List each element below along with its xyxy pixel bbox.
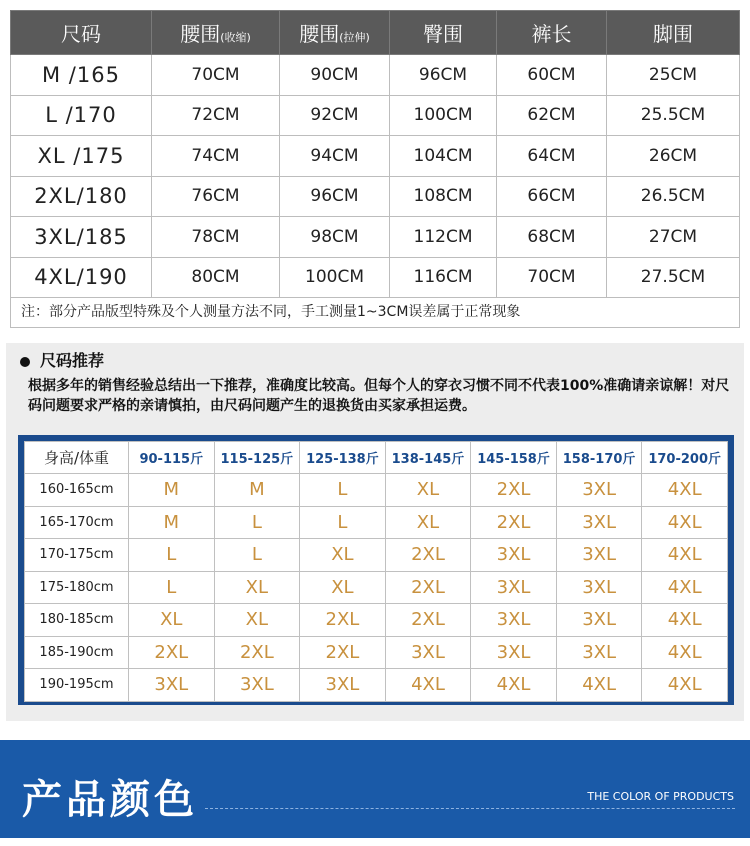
- recommended-size-cell: 4XL: [642, 636, 728, 669]
- recommendation-row: [25, 474, 728, 507]
- recommended-size-cell: 3XL: [556, 539, 642, 572]
- weight-header: 170-200斤: [642, 442, 728, 474]
- recommendation-row: [25, 506, 728, 539]
- recommended-size-cell: XL: [300, 539, 386, 572]
- recommended-size-cell: 3XL: [556, 604, 642, 637]
- measurement-cell: 27CM: [607, 217, 740, 258]
- size-label-cell: 4XL/190: [11, 257, 152, 298]
- measurement-cell: 78CM: [152, 217, 280, 258]
- height-header: 175-180cm: [25, 571, 129, 604]
- product-color-banner: [0, 740, 750, 838]
- size-recommendation-section: [6, 343, 744, 721]
- size-chart-row: [11, 176, 740, 217]
- weight-header: 115-125斤: [214, 442, 300, 474]
- measurement-cell: 26.5CM: [607, 176, 740, 217]
- corner-header: 身高/体重: [25, 442, 129, 474]
- recommended-size-cell: L: [214, 506, 300, 539]
- recommendation-row: [25, 669, 728, 702]
- recommended-size-cell: 3XL: [385, 636, 471, 669]
- weight-header: 90-115斤: [129, 442, 215, 474]
- recommended-size-cell: XL: [214, 571, 300, 604]
- measurement-cell: 96CM: [280, 176, 390, 217]
- measurement-cell: 98CM: [280, 217, 390, 258]
- bullet-dot-icon: [20, 357, 30, 367]
- size-chart-row: [11, 257, 740, 298]
- weight-header: 138-145斤: [385, 442, 471, 474]
- measurement-cell: 94CM: [280, 136, 390, 177]
- recommendation-row: [25, 604, 728, 637]
- recommended-size-cell: L: [129, 571, 215, 604]
- measurement-cell: 25.5CM: [607, 95, 740, 136]
- recommended-size-cell: 4XL: [642, 604, 728, 637]
- measurement-cell: 100CM: [390, 95, 497, 136]
- measurement-cell: 70CM: [152, 55, 280, 96]
- weight-header: 145-158斤: [471, 442, 557, 474]
- recommended-size-cell: 2XL: [385, 604, 471, 637]
- recommended-size-cell: 3XL: [556, 636, 642, 669]
- recommended-size-cell: 2XL: [471, 474, 557, 507]
- measurement-cell: 66CM: [497, 176, 607, 217]
- recommended-size-cell: M: [129, 474, 215, 507]
- color-banner-title: 产品颜色: [22, 777, 198, 823]
- recommended-size-cell: 4XL: [642, 506, 728, 539]
- recommended-size-cell: XL: [385, 474, 471, 507]
- recommended-size-cell: 2XL: [300, 636, 386, 669]
- size-chart-table: [10, 10, 740, 298]
- recommended-size-cell: 3XL: [300, 669, 386, 702]
- size-chart-header-row: [11, 11, 740, 55]
- size-chart-row: [11, 95, 740, 136]
- weight-header: 158-170斤: [556, 442, 642, 474]
- header-waist-shrink: 腰围(收缩): [152, 11, 280, 55]
- recommended-size-cell: 3XL: [556, 506, 642, 539]
- recommended-size-cell: XL: [300, 571, 386, 604]
- measurement-cell: 26CM: [607, 136, 740, 177]
- recommended-size-cell: XL: [385, 506, 471, 539]
- recommended-size-cell: 4XL: [642, 539, 728, 572]
- size-label-cell: 3XL/185: [11, 217, 152, 258]
- header-pants-length: 裤长: [497, 11, 607, 55]
- recommended-size-cell: M: [129, 506, 215, 539]
- recommended-size-cell: 4XL: [642, 474, 728, 507]
- recommended-size-cell: 2XL: [385, 571, 471, 604]
- recommendation-title: 尺码推荐: [40, 351, 105, 370]
- height-header: 160-165cm: [25, 474, 129, 507]
- measurement-cell: 100CM: [280, 257, 390, 298]
- measurement-cell: 60CM: [497, 55, 607, 96]
- recommended-size-cell: 2XL: [385, 539, 471, 572]
- recommended-size-cell: 3XL: [471, 539, 557, 572]
- measurement-cell: 68CM: [497, 217, 607, 258]
- header-leg-opening: 脚围: [607, 11, 740, 55]
- measurement-cell: 64CM: [497, 136, 607, 177]
- color-banner-subtitle: THE COLOR OF PRODUCTS: [587, 790, 734, 803]
- recommended-size-cell: XL: [214, 604, 300, 637]
- recommended-size-cell: 4XL: [385, 669, 471, 702]
- recommended-size-cell: 2XL: [129, 636, 215, 669]
- height-header: 180-185cm: [25, 604, 129, 637]
- recommended-size-cell: 2XL: [300, 604, 386, 637]
- size-label-cell: L /170: [11, 95, 152, 136]
- measurement-cell: 96CM: [390, 55, 497, 96]
- measurement-cell: 74CM: [152, 136, 280, 177]
- size-label-cell: M /165: [11, 55, 152, 96]
- measurement-cell: 25CM: [607, 55, 740, 96]
- size-label-cell: XL /175: [11, 136, 152, 177]
- recommended-size-cell: 3XL: [471, 571, 557, 604]
- header-size: 尺码: [11, 11, 152, 55]
- recommendation-row: [25, 636, 728, 669]
- size-chart-row: [11, 55, 740, 96]
- recommendation-description: 根据多年的销售经验总结出一下推荐，准确度比较高。但每个人的穿衣习惯不同不代表100%准确请亲谅解！对尺码问题要求严格的亲请慎拍，由尺码问题产生的退换货由买家承担运费。: [28, 378, 730, 414]
- recommended-size-cell: XL: [129, 604, 215, 637]
- recommended-size-cell: 3XL: [556, 571, 642, 604]
- measurement-cell: 27.5CM: [607, 257, 740, 298]
- size-label-cell: 2XL/180: [11, 176, 152, 217]
- recommended-size-cell: 2XL: [471, 506, 557, 539]
- recommended-size-cell: 4XL: [642, 669, 728, 702]
- recommended-size-cell: L: [300, 474, 386, 507]
- measurement-cell: 104CM: [390, 136, 497, 177]
- size-chart-row: [11, 217, 740, 258]
- recommended-size-cell: L: [129, 539, 215, 572]
- size-chart-row: [11, 136, 740, 177]
- recommended-size-cell: 3XL: [214, 669, 300, 702]
- recommended-size-cell: 3XL: [471, 636, 557, 669]
- recommended-size-cell: 3XL: [471, 604, 557, 637]
- measurement-cell: 62CM: [497, 95, 607, 136]
- recommended-size-cell: L: [214, 539, 300, 572]
- recommendation-table: [24, 441, 728, 702]
- header-hip: 臀围: [390, 11, 497, 55]
- measurement-cell: 90CM: [280, 55, 390, 96]
- measurement-cell: 76CM: [152, 176, 280, 217]
- height-header: 190-195cm: [25, 669, 129, 702]
- recommended-size-cell: 2XL: [214, 636, 300, 669]
- size-note: 注：部分产品版型特殊及个人测量方法不同，手工测量1~3CM误差属于正常现象: [10, 294, 740, 328]
- measurement-cell: 92CM: [280, 95, 390, 136]
- measurement-cell: 108CM: [390, 176, 497, 217]
- recommendation-row: [25, 571, 728, 604]
- banner-divider: [205, 808, 735, 809]
- measurement-cell: 116CM: [390, 257, 497, 298]
- recommended-size-cell: 4XL: [556, 669, 642, 702]
- recommendation-table-frame: [18, 435, 734, 705]
- weight-header: 125-138斤: [300, 442, 386, 474]
- recommended-size-cell: L: [300, 506, 386, 539]
- recommended-size-cell: 3XL: [556, 474, 642, 507]
- height-header: 165-170cm: [25, 506, 129, 539]
- recommended-size-cell: M: [214, 474, 300, 507]
- header-waist-stretch: 腰围(拉伸): [280, 11, 390, 55]
- recommendation-row: [25, 539, 728, 572]
- measurement-cell: 70CM: [497, 257, 607, 298]
- measurement-cell: 72CM: [152, 95, 280, 136]
- measurement-cell: 112CM: [390, 217, 497, 258]
- recommended-size-cell: 3XL: [129, 669, 215, 702]
- recommended-size-cell: 4XL: [642, 571, 728, 604]
- height-header: 170-175cm: [25, 539, 129, 572]
- recommended-size-cell: 4XL: [471, 669, 557, 702]
- measurement-cell: 80CM: [152, 257, 280, 298]
- height-header: 185-190cm: [25, 636, 129, 669]
- recommendation-header-row: [25, 442, 728, 474]
